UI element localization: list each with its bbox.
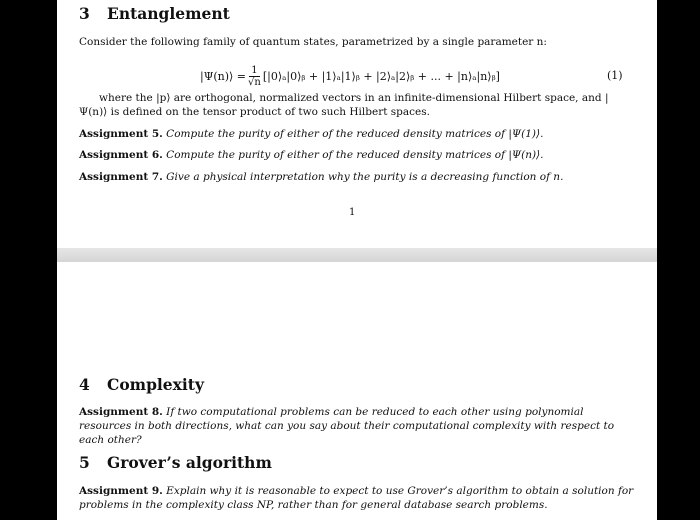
equation-fraction xyxy=(248,65,261,88)
assignment-label: Assignment 5. xyxy=(79,128,163,140)
assignment-9 xyxy=(79,484,634,512)
assignment-label: Assignment 9. xyxy=(79,485,163,497)
intro-paragraph: Consider the following family of quantum states, parametrized by a single parameter n: xyxy=(79,36,547,48)
assignment-text: If two computational problems can be reduced to each other using polynomial resources in both directions, what can you say about their computational complexity with respect to each other? xyxy=(79,406,615,446)
section-heading-entanglement xyxy=(79,4,230,23)
document-page-1 xyxy=(57,0,657,248)
fraction-denominator: √n xyxy=(248,76,261,88)
equation-lhs: |Ψ(n)⟩ = xyxy=(200,69,247,83)
equation-rhs: [|0⟩ₐ|0⟩ᵦ + |1⟩ₐ|1⟩ᵦ + |2⟩ₐ|2⟩ᵦ + ... + |n⟩ₐ|n⟩ᵦ] xyxy=(262,69,500,83)
section-title: Entanglement xyxy=(107,4,230,23)
where-paragraph: where the |p⟩ are orthogonal, normalized vectors in an infinite-dimensional Hilbert space, and |Ψ(n)⟩ is defined on the tensor product of two such Hilbert spaces. xyxy=(79,92,609,118)
assignment-label: Assignment 6. xyxy=(79,149,163,161)
assignment-text: Give a physical interpretation why the purity is a decreasing function of n. xyxy=(166,171,564,183)
section-title: Complexity xyxy=(107,375,204,394)
assignment-text: Compute the purity of either of the reduced density matrices of |Ψ(1)⟩. xyxy=(166,128,544,140)
page-divider xyxy=(57,248,657,262)
section-heading-complexity xyxy=(79,375,204,394)
assignment-text: Explain why it is reasonable to expect to use Grover’s algorithm to obtain a solution for problems in the complexity class NP, rather than for general database search problems. xyxy=(79,485,634,511)
assignment-8 xyxy=(79,405,634,447)
equation-number: (1) xyxy=(607,69,623,82)
assignment-label: Assignment 8. xyxy=(79,406,163,418)
section-heading-grover xyxy=(79,453,272,472)
fraction-numerator: 1 xyxy=(251,64,258,76)
section-number: 4 xyxy=(79,375,90,394)
assignment-5 xyxy=(79,127,634,141)
page-number: 1 xyxy=(349,207,356,218)
section-number: 3 xyxy=(79,4,90,23)
assignment-text: Compute the purity of either of the reduced density matrices of |Ψ(n)⟩. xyxy=(166,149,544,161)
section-title: Grover’s algorithm xyxy=(107,453,272,472)
section-number: 5 xyxy=(79,453,90,472)
assignment-label: Assignment 7. xyxy=(79,171,163,183)
assignment-6 xyxy=(79,148,634,162)
document-page-2 xyxy=(57,262,657,520)
assignment-7 xyxy=(79,170,634,184)
equation-1 xyxy=(200,64,500,88)
